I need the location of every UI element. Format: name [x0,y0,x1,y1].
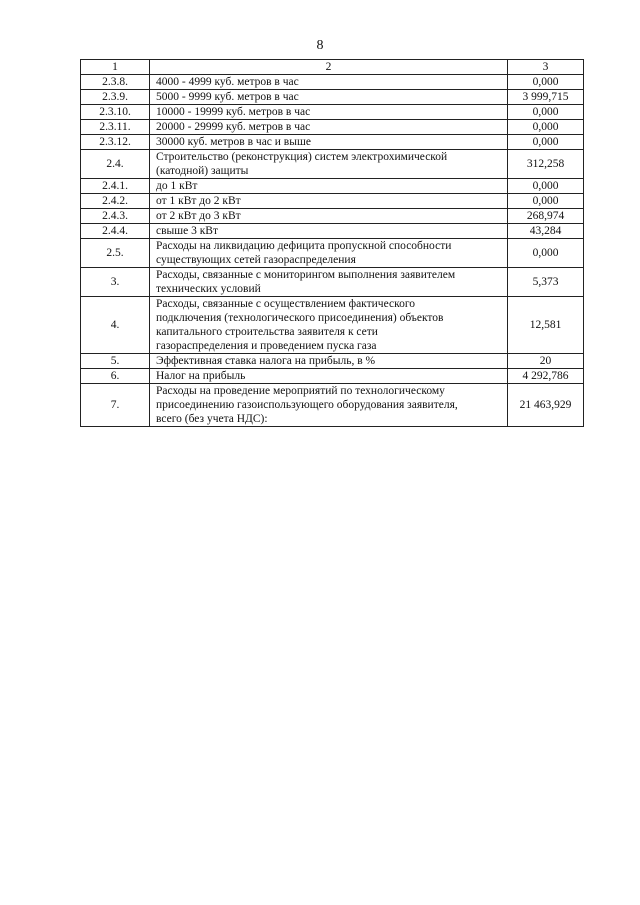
row-number: 3. [81,268,150,297]
row-description [150,384,508,427]
row-value: 0,000 [508,179,584,194]
table-row [81,135,584,150]
row-value: 0,000 [508,194,584,209]
row-number: 2.3.11. [81,120,150,135]
row-number: 2.5. [81,239,150,268]
row-number: 2.3.8. [81,75,150,90]
table-row [81,369,584,384]
row-value: 0,000 [508,75,584,90]
table-row [81,239,584,268]
row-value: 43,284 [508,224,584,239]
row-description [150,105,508,120]
table-row [81,150,584,179]
row-description [150,297,508,354]
row-number: 4. [81,297,150,354]
row-value: 0,000 [508,135,584,150]
row-description-line: Налог на прибыль [156,370,246,382]
row-number: 2.3.9. [81,90,150,105]
row-description [150,75,508,90]
row-number: 2.4. [81,150,150,179]
row-description-line: (катодной) защиты [156,165,249,177]
table-header-row [81,60,584,75]
row-description [150,239,508,268]
row-number: 2.4.2. [81,194,150,209]
table-row [81,90,584,105]
row-number: 2.3.12. [81,135,150,150]
table-row [81,297,584,354]
row-description-line: существующих сетей газораспределения [156,254,356,266]
table-row [81,105,584,120]
row-description-line: технических условий [156,283,261,295]
row-number: 5. [81,354,150,369]
row-description-line: Расходы, связанные с осуществлением фактического [156,298,416,310]
row-description-line: Расходы на проведение мероприятий по технологическому [156,385,445,397]
row-description [150,354,508,369]
row-description [150,209,508,224]
cost-table-body [81,60,584,427]
header-col-2: 2 [150,60,508,75]
row-number: 7. [81,384,150,427]
row-value: 3 999,715 [508,90,584,105]
row-description-line: подключения (технологического присоединения) объектов [156,312,444,324]
row-description-line: Расходы на ликвидацию дефицита пропускной способности [156,240,452,252]
row-value: 4 292,786 [508,369,584,384]
cost-table [80,59,584,427]
row-value: 0,000 [508,239,584,268]
row-description-line: всего (без учета НДС): [156,413,268,425]
row-description-line: Строительство (реконструкция) систем электрохимической [156,151,448,163]
row-description-line: 30000 куб. метров в час и выше [156,136,311,148]
row-description-line: Эффективная ставка налога на прибыль, в % [156,355,376,367]
table-row [81,354,584,369]
table-row [81,120,584,135]
row-description-line: до 1 кВт [156,180,198,192]
row-value: 12,581 [508,297,584,354]
row-number: 6. [81,369,150,384]
row-description-line: 4000 - 4999 куб. метров в час [156,76,299,88]
row-number: 2.3.10. [81,105,150,120]
table-row [81,268,584,297]
header-col-1: 1 [81,60,150,75]
row-value: 5,373 [508,268,584,297]
row-description [150,268,508,297]
row-value: 0,000 [508,120,584,135]
header-col-3: 3 [508,60,584,75]
row-description [150,120,508,135]
table-row [81,209,584,224]
row-description-line: газораспределения и проведением пуска газа [156,340,377,352]
row-value: 20 [508,354,584,369]
row-description-line: 10000 - 19999 куб. метров в час [156,106,311,118]
row-description [150,90,508,105]
row-description-line: от 2 кВт до 3 кВт [156,210,241,222]
row-description [150,179,508,194]
row-value: 312,258 [508,150,584,179]
row-description [150,135,508,150]
row-description [150,194,508,209]
row-number: 2.4.3. [81,209,150,224]
row-description [150,224,508,239]
row-description-line: присоединению газоиспользующего оборудования заявителя, [156,399,458,411]
table-row [81,224,584,239]
table-row [81,384,584,427]
table-row [81,179,584,194]
row-value: 268,974 [508,209,584,224]
row-description-line: Расходы, связанные с мониторингом выполнения заявителем [156,269,456,281]
row-description [150,369,508,384]
row-number: 2.4.1. [81,179,150,194]
row-description-line: 20000 - 29999 куб. метров в час [156,121,311,133]
row-description-line: капитального строительства заявителя к сети [156,326,378,338]
row-value: 0,000 [508,105,584,120]
table-row [81,194,584,209]
table-row [81,75,584,90]
row-description [150,150,508,179]
page-number: 8 [316,38,324,53]
row-description-line: от 1 кВт до 2 кВт [156,195,241,207]
row-number: 2.4.4. [81,224,150,239]
row-description-line: 5000 - 9999 куб. метров в час [156,91,299,103]
row-description-line: свыше 3 кВт [156,225,219,237]
row-value: 21 463,929 [508,384,584,427]
